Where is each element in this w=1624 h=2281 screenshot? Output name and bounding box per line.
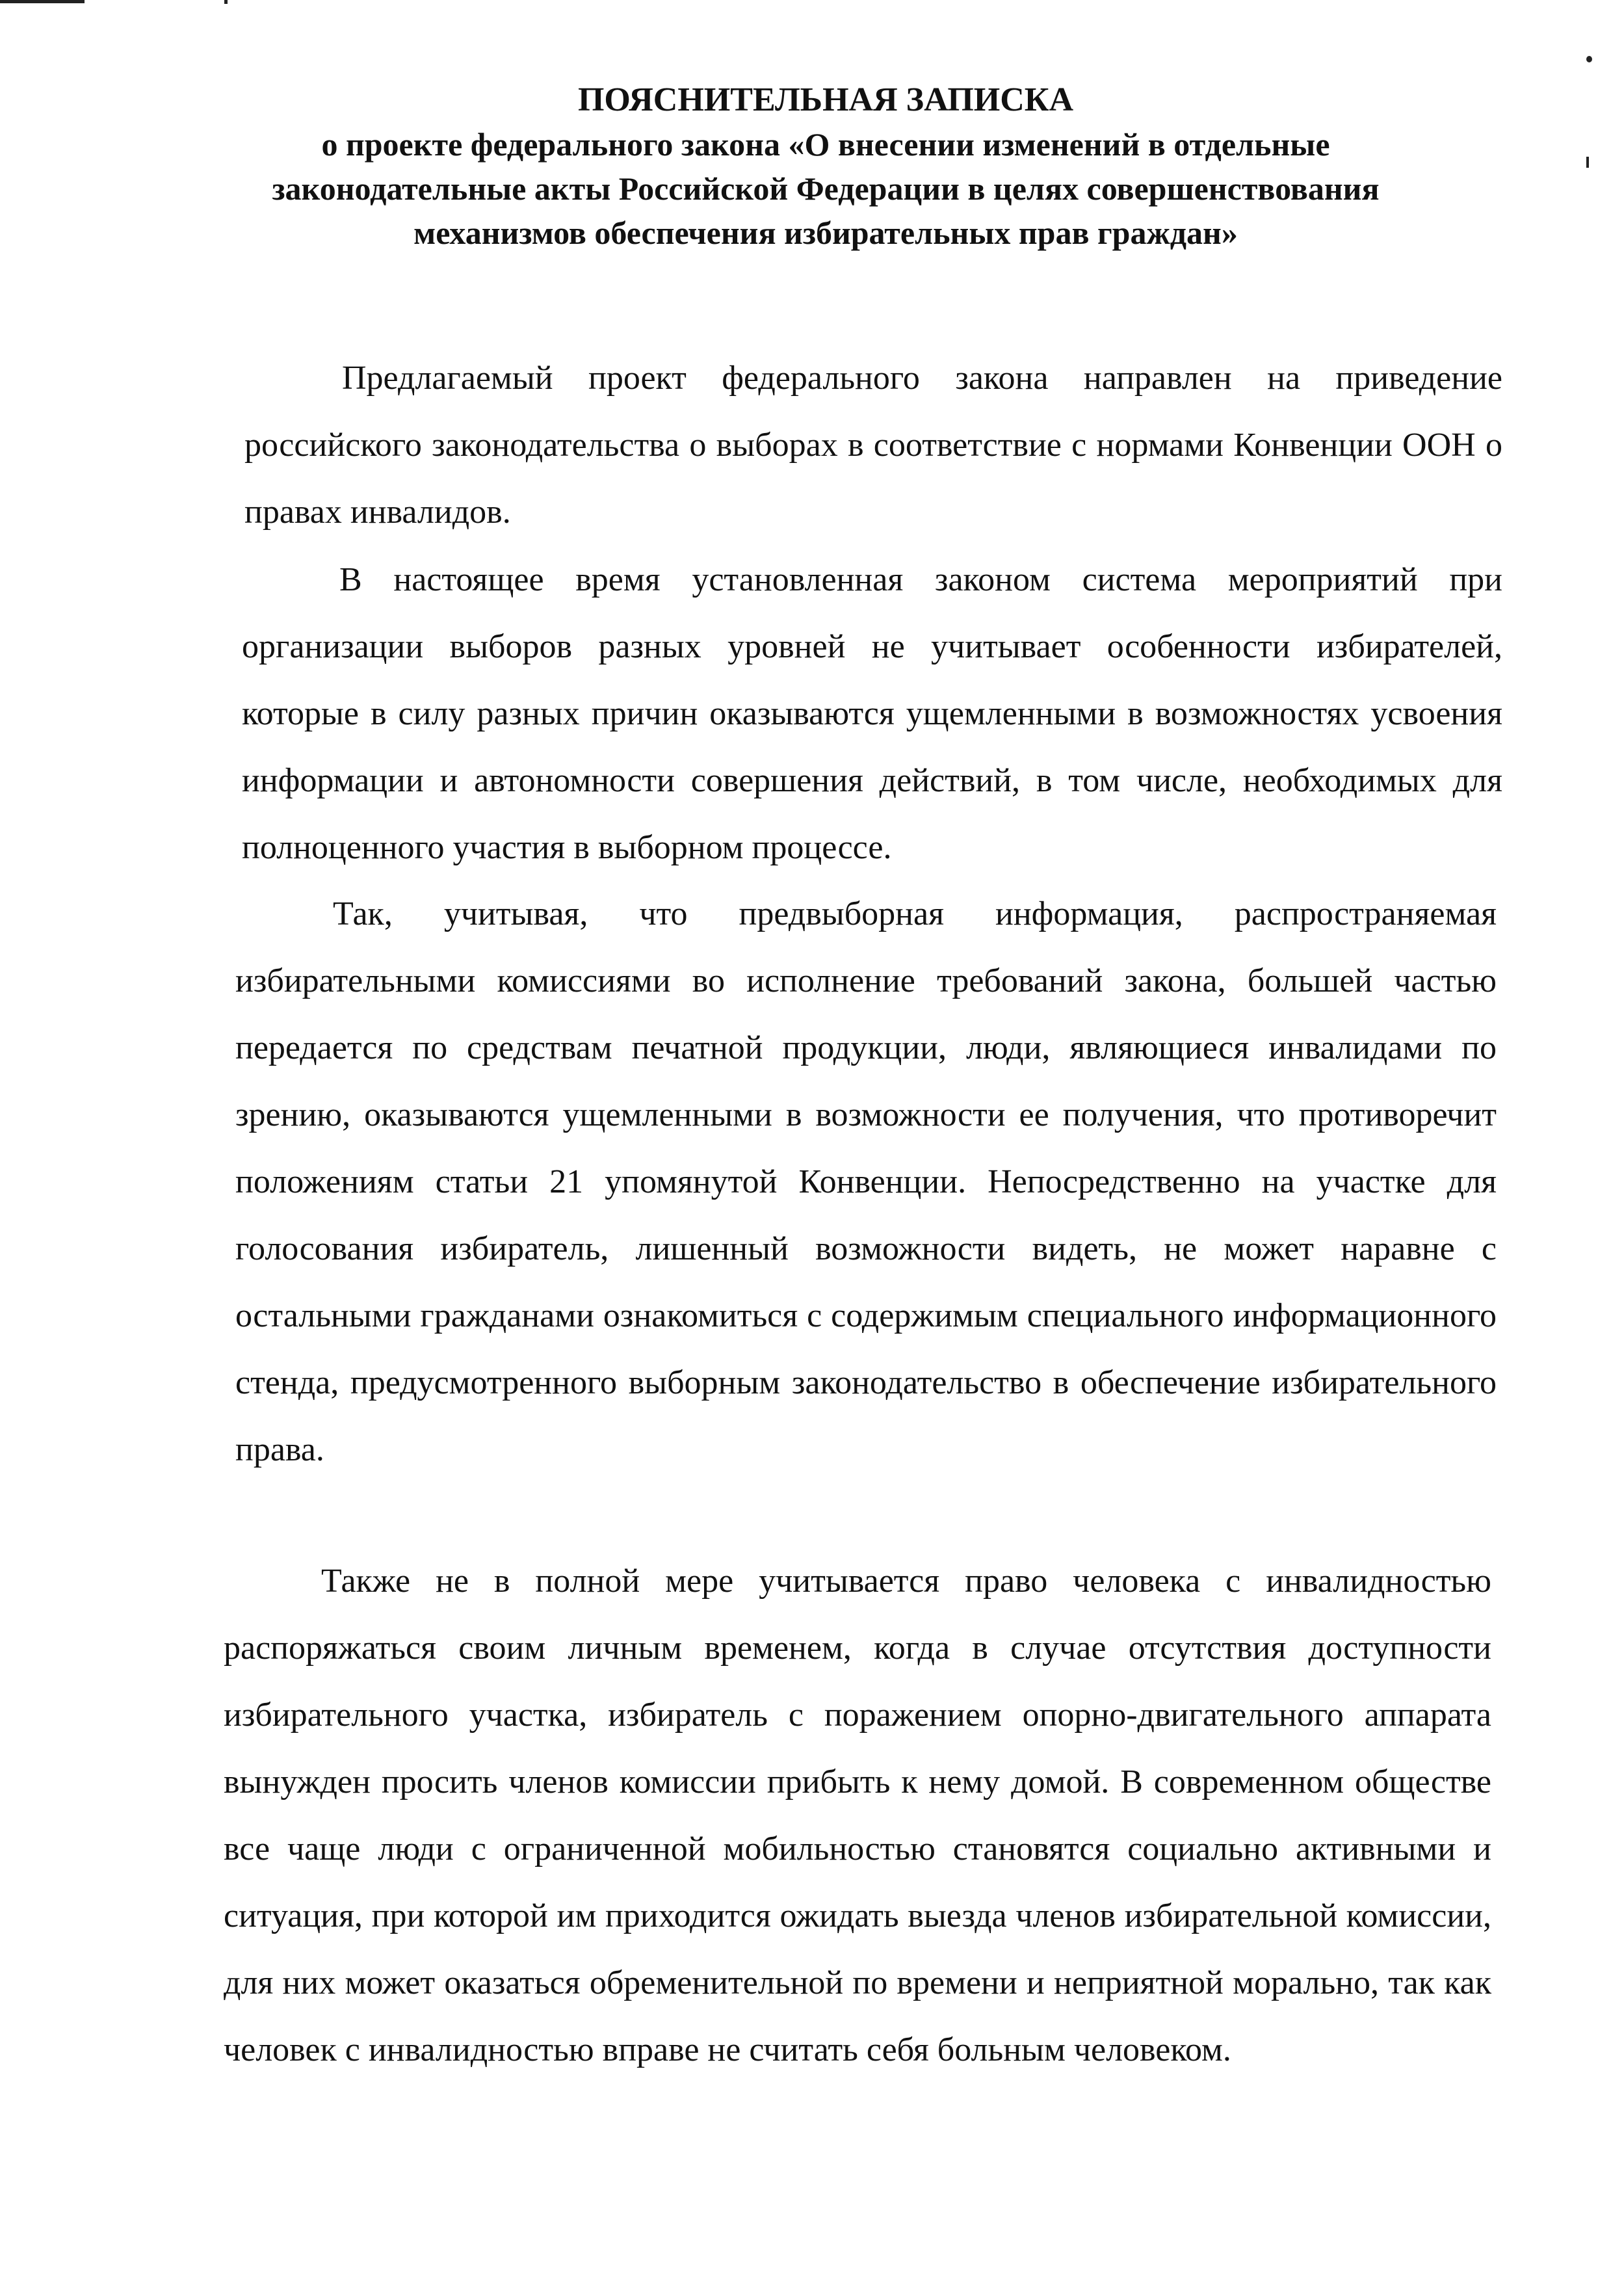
scan-artifact-top-dot	[224, 0, 228, 4]
body-paragraph-2: В настоящее время установленная законом система мероприятий при организации выборов разных уровней не учитывает особенности избирателей, которые в силу разных причин оказываются ущемленными в возможностях усвоения информации и автономности совершения действий, в том числе, необходимых для полноценного участия в выборном процессе.	[242, 561, 1502, 866]
document-title: ПОЯСНИТЕЛЬНАЯ ЗАПИСКА	[577, 81, 1074, 118]
scan-artifact-right-tick	[1586, 157, 1589, 168]
document-heading	[130, 78, 1521, 255]
body-paragraph-3: Так, учитывая, что предвыборная информация, распространяемая избирательными комиссиями во исполнение требований закона, большей частью передается по средствам печатной продукции, люди, являющиеся инвалидами по зрению, оказываются ущемленными в возможности ее получения, что противоречит положениям статьи 21 упомянутой Конвенции. Непосредственно на участке для голосования избиратель, лишенный возможности видеть, не может наравне с остальными гражданами ознакомиться с содержимым специального информационного стенда, предусмотренного выборным законодательство в обеспечение избирательного права.	[235, 895, 1497, 1468]
scan-artifact-right-dot	[1586, 56, 1592, 62]
body-paragraph-1: Предлагаемый проект федерального закона направлен на приведение российского законодательства о выборах в соответствие с нормами Конвенции ООН о правах инвалидов.	[244, 360, 1502, 531]
body-paragraph-4: Также не в полной мере учитывается право человека с инвалидностью распоряжаться своим личным временем, когда в случае отсутствия доступности избирательного участка, избиратель с поражением опорно-двигательного аппарата вынужден просить членов комиссии прибыть к нему домой. В современном обществе все чаще люди с ограниченной мобильностью становятся социально активными и ситуация, при которой им приходится ожидать выезда членов избирательной комиссии, для них может оказаться обременительной по времени и неприятной морально, так как человек с инвалидностью вправе не считать себя больным человеком.	[224, 1562, 1491, 2068]
scan-artifact-top-left	[0, 0, 85, 3]
document-subtitle: о проекте федерального закона «О внесении изменений в отдельные законодательные акты Российской Федерации в целях совершенствования механизмов обеспечения избирательных прав граждан»	[272, 126, 1380, 251]
